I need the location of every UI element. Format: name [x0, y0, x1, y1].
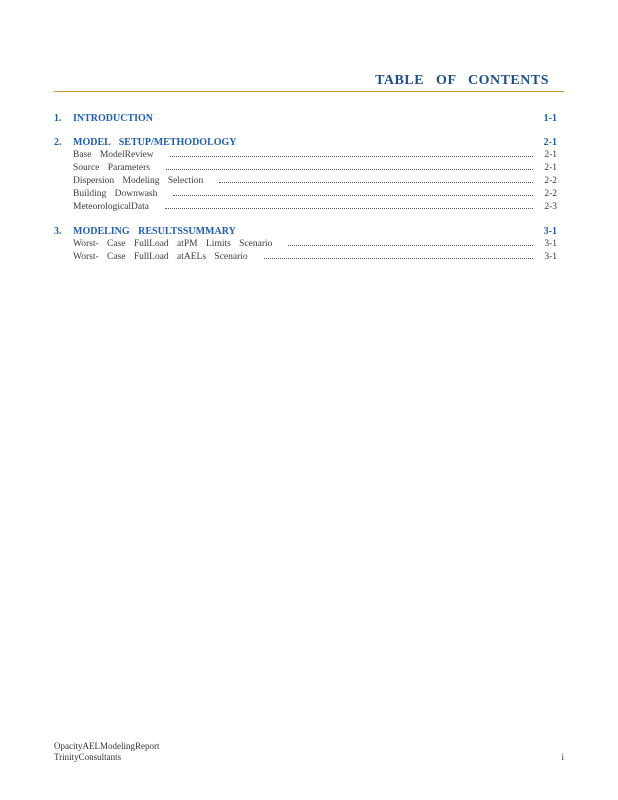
toc-section-heading[interactable]: [54, 136, 557, 149]
section-title: MODELING RESULTSSUMMARY: [73, 226, 236, 237]
toc-entry[interactable]: [54, 238, 557, 251]
entry-page: 2-1: [544, 150, 557, 160]
entry-title: Dispersion Modeling Selection: [73, 176, 204, 186]
entry-page: 2-2: [544, 176, 557, 186]
entry-page: 3-1: [544, 239, 557, 249]
footer: [54, 741, 564, 763]
footer-report-name: OpacityAELModelingReport: [54, 741, 160, 751]
toc-section: [54, 112, 557, 125]
entry-page: 2-1: [544, 163, 557, 173]
section-page: 3-1: [543, 226, 557, 237]
section-title: MODEL SETUP/METHODOLOGY: [73, 137, 237, 148]
entry-title: Building Downwash: [73, 189, 158, 199]
entry-page: 3-1: [544, 252, 557, 262]
entry-title: Worst- Case FullLoad atPM Limits Scenario: [73, 239, 273, 249]
toc-section-heading[interactable]: [54, 112, 557, 125]
dot-leader: [288, 245, 533, 246]
page-title: TABLE OF CONTENTS: [375, 73, 549, 88]
section-page: 2-1: [543, 137, 557, 148]
toc-entry[interactable]: [54, 201, 557, 214]
toc-entry[interactable]: [54, 251, 557, 264]
entry-title: Worst- Case FullLoad atAELs Scenario: [73, 252, 248, 262]
dot-leader: [219, 182, 533, 183]
title-rule: [54, 91, 564, 92]
entry-title: Source Parameters: [73, 163, 150, 173]
toc-section: [54, 225, 557, 264]
footer-company: TrinityConsultants: [54, 752, 122, 762]
toc-section: [54, 136, 557, 214]
toc-entry[interactable]: [54, 162, 557, 175]
section-number: 1.: [54, 113, 62, 124]
toc-entry[interactable]: [54, 188, 557, 201]
entry-title: Base ModelReview: [73, 150, 154, 160]
toc-section-heading[interactable]: [54, 225, 557, 238]
entry-title: MeteorologicalData: [73, 202, 149, 212]
footer-page-number: i: [561, 752, 564, 762]
section-number: 3.: [54, 226, 62, 237]
dot-leader: [165, 208, 533, 209]
section-page: 1-1: [543, 113, 557, 124]
dot-leader: [166, 169, 533, 170]
toc-entry[interactable]: [54, 149, 557, 162]
entry-page: 2-3: [544, 202, 557, 212]
section-title: INTRODUCTION: [73, 113, 154, 124]
toc-list: [54, 112, 557, 275]
dot-leader: [264, 258, 533, 259]
section-number: 2.: [54, 137, 62, 148]
entry-page: 2-2: [544, 189, 557, 199]
toc-entry[interactable]: [54, 175, 557, 188]
dot-leader: [170, 156, 533, 157]
dot-leader: [173, 195, 533, 196]
